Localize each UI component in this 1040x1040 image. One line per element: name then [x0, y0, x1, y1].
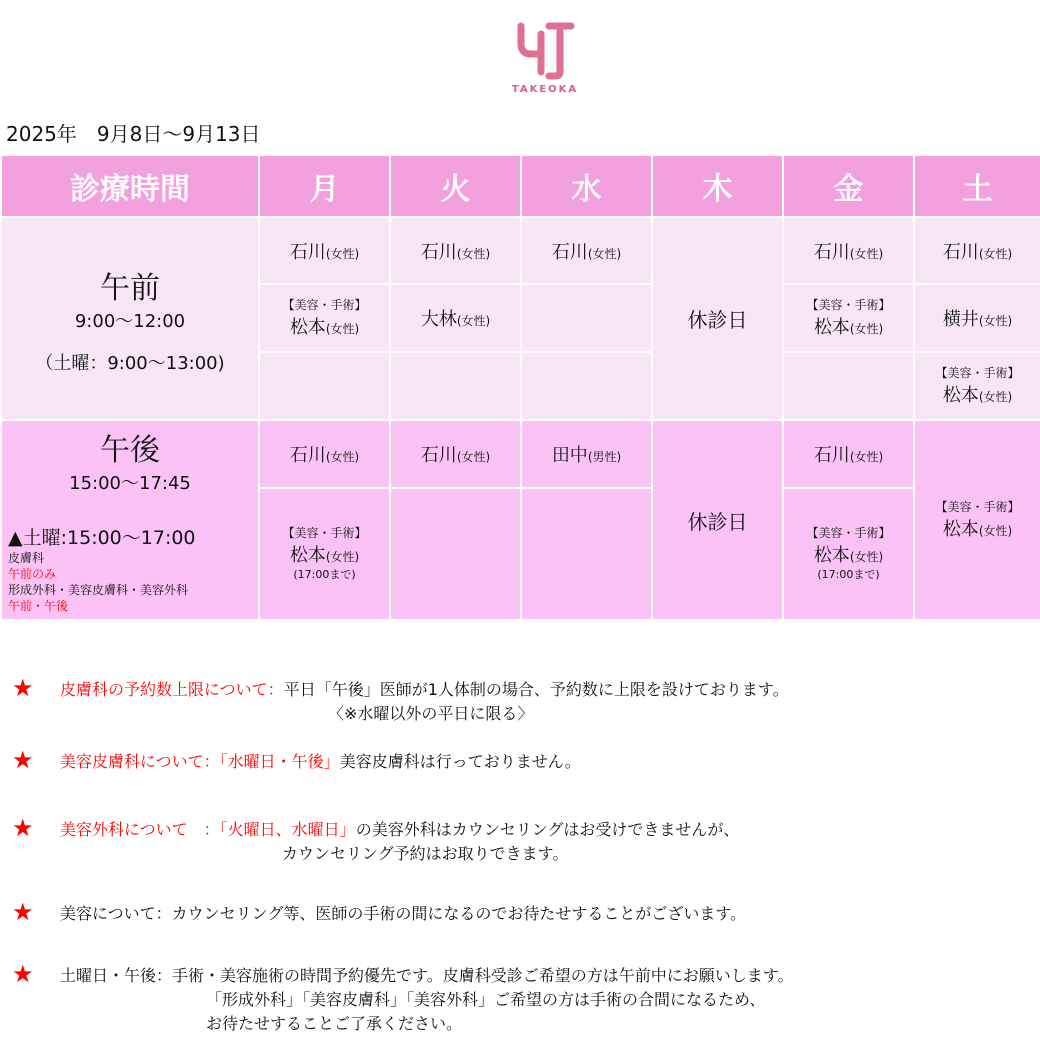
pm1-mon: 石川(女性) — [259, 420, 390, 488]
schedule-table — [0, 154, 1040, 621]
morning-label: 午前 — [100, 270, 160, 306]
pm2-tue — [390, 488, 521, 620]
star-icon: ★ — [12, 746, 34, 774]
header-fri: 金 — [783, 155, 914, 217]
am1-wed: 石川(女性) — [521, 217, 652, 284]
pm1-wed: 田中(男性) — [521, 420, 652, 488]
am-thu-closed: 休診日 — [652, 217, 783, 420]
am2-tue: 大林(女性) — [390, 284, 521, 352]
header-tue: 火 — [390, 155, 521, 217]
am2-wed — [521, 284, 652, 352]
am3-sat: 【美容・手術】 松本(女性) — [914, 352, 1040, 420]
am3-fri — [783, 352, 914, 420]
pm1-tue: 石川(女性) — [390, 420, 521, 488]
star-icon: ★ — [12, 674, 34, 702]
morning-saturday-time: （土曜：9:00〜13:00) — [35, 352, 225, 374]
am1-tue: 石川(女性) — [390, 217, 521, 284]
afternoon-row-1 — [1, 420, 1040, 488]
afternoon-saturday-time: ▲土曜:15:00〜17:00 — [8, 527, 196, 549]
am3-wed — [521, 352, 652, 420]
header-sat: 土 — [914, 155, 1040, 217]
star-icon: ★ — [12, 814, 34, 842]
takeoka-logo-icon — [515, 22, 575, 80]
am1-sat: 石川(女性) — [914, 217, 1040, 284]
header-thu: 木 — [652, 155, 783, 217]
am1-fri: 石川(女性) — [783, 217, 914, 284]
am3-tue — [390, 352, 521, 420]
am3-mon — [259, 352, 390, 420]
am1-mon: 石川(女性) — [259, 217, 390, 284]
pm2-fri: 【美容・手術】 松本(女性) (17:00まで) — [783, 488, 914, 620]
pm2-wed — [521, 488, 652, 620]
afternoon-label: 午後 — [100, 433, 160, 468]
am2-sat: 横井(女性) — [914, 284, 1040, 352]
logo-text: TAKEOKA — [511, 84, 579, 95]
header-mon: 月 — [259, 155, 390, 217]
am2-mon: 【美容・手術】 松本(女性) — [259, 284, 390, 352]
morning-time: 9:00〜12:00 — [74, 310, 186, 332]
pm1-fri: 石川(女性) — [783, 420, 914, 488]
pm-thu-closed: 休診日 — [652, 420, 783, 620]
saturday-note-cosmetic-ampm: 午前・午後 — [8, 599, 69, 613]
saturday-note-derm-am: 午前のみ — [8, 567, 57, 581]
morning-period-cell — [1, 217, 259, 420]
header-row — [1, 155, 1040, 217]
morning-row-1 — [1, 217, 1040, 284]
star-icon: ★ — [12, 960, 34, 988]
saturday-note-derm: 皮膚科 — [8, 551, 45, 565]
am2-fri: 【美容・手術】 松本(女性) — [783, 284, 914, 352]
afternoon-time: 15:00〜17:45 — [69, 473, 191, 494]
header-hours: 診療時間 — [1, 155, 259, 217]
pm-sat: 【美容・手術】 松本(女性) — [914, 420, 1040, 620]
date-range: 2025年 9月8日〜9月13日 — [6, 122, 261, 146]
pm2-mon: 【美容・手術】 松本(女性) (17:00まで) — [259, 488, 390, 620]
header-wed: 水 — [521, 155, 652, 217]
saturday-note-cosmetic: 形成外科・美容皮膚科・美容外科 — [8, 583, 189, 597]
star-icon: ★ — [12, 898, 34, 926]
clinic-logo — [510, 22, 580, 104]
afternoon-period-cell — [1, 420, 259, 620]
